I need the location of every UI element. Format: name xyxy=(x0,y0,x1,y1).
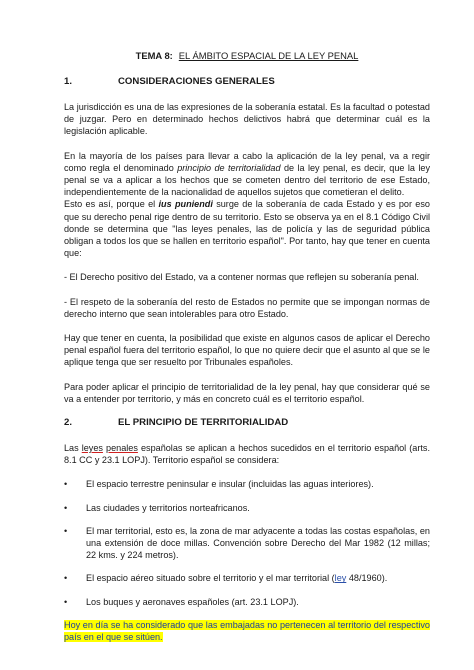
list-item-text: 48/1960). xyxy=(346,573,388,584)
list-item xyxy=(64,596,430,608)
paragraph-jurisdiccion: La jurisdicción es una de las expresiones de la soberanía estatal. Es la facultad o potestad de juzgar. Pero en determinado hechos delictivos habrá que determinar cuál es la legislación aplicable. xyxy=(64,102,430,137)
paragraph-fuera-territorio: Hay que tener en cuenta, la posibilidad que existe en algunos casos de aplicar el Derecho penal español fuera del territorio español, lo que no quiere decir que el asunto al que se le aplique tenga que ser resuelto por Tribunales españoles. xyxy=(64,333,430,368)
bullet-icon: • xyxy=(64,573,68,584)
text-span: En la mayoría de los países para llevar a cabo la aplicación de la ley penal, va a regir como regla el denominado xyxy=(64,150,430,173)
title-tema: TEMA 8: xyxy=(135,50,173,61)
document-title xyxy=(64,50,430,62)
section-1-number: 1. xyxy=(64,76,73,87)
list-item xyxy=(64,502,430,514)
bullet-icon: • xyxy=(64,479,68,490)
section-1-heading xyxy=(64,76,430,88)
highlighted-embajadas-note xyxy=(64,619,430,643)
list-item xyxy=(64,478,430,490)
paragraph-principio-aplicar: Para poder aplicar el principio de territorialidad de la ley penal, hay que considerar qué se va a entender por territorio, y más en concreto cuál es el territorio español. xyxy=(64,381,430,404)
paragraph-derecho-positivo: - El Derecho positivo del Estado, va a contener normas que reflejen su soberanía penal. xyxy=(64,272,419,283)
list-item-text: El mar territorial, esto es, la zona de mar adyacente a todas las costas españolas, en una extensión de doce millas. Convención sobre Derecho del Mar 1982 (12 millas; 22 kms. y 224 metros). xyxy=(86,525,430,561)
section-2-title: EL PRINCIPIO DE TERRITORIALIDAD xyxy=(118,417,289,429)
text-span: de la ley penal, es decir, que la ley penal se va a aplicar a los hechos que se cometen dentro del territorio de ese Estado, independientemente de la nacionalidad de aquellos sujetos que cometieran el delito. xyxy=(64,162,430,198)
section-2-number: 2. xyxy=(64,417,73,429)
underlined-penales: penales xyxy=(106,443,138,454)
list-item-text: El espacio aéreo situado sobre el territorio y el mar territorial ( xyxy=(86,573,335,584)
paragraph-ius-puniendi xyxy=(64,198,430,259)
text-span: Esto es así, porque el xyxy=(64,199,159,210)
list-item xyxy=(64,525,430,562)
emphasis-ius-puniendi: ius puniendi xyxy=(158,199,213,210)
paragraph-leyes-penales xyxy=(64,442,430,466)
bullet-icon: • xyxy=(64,502,68,513)
text-span: españolas se aplican a hechos sucedidos en el territorio español (arts. 8.1 CC y 23.1 LOPJ). Territorio español se considera: xyxy=(64,443,430,466)
ley-link[interactable]: ley xyxy=(334,573,347,584)
section-1-title: CONSIDERACIONES GENERALES xyxy=(118,76,275,87)
list-item-text: Las ciudades y territorios norteafricanos. xyxy=(86,502,250,513)
territorio-list xyxy=(64,478,430,607)
list-item xyxy=(64,572,430,584)
paragraph-respeto-soberania: - El respeto de la soberanía del resto de Estados no permite que se impongan normas de derecho interno que sean intolerables para otro Estado. xyxy=(64,296,430,319)
bullet-icon: • xyxy=(64,596,68,607)
highlight-text: Hoy en día se ha considerado que las embajadas no pertenecen al territorio del respectivo país en el que se sitúen. xyxy=(64,619,430,643)
list-item-text: Los buques y aeronaves españoles (art. 23.1 LOPJ). xyxy=(86,596,299,607)
text-span: surge de la soberanía de cada Estado y es por eso que su derecho penal rige dentro de su territorio. Esto se observa ya en el 8.1 Código Civil donde se determina que "las leyes penales, las de policía y las de seguridad pública obligan a todos los que se hallen en territorio español". Por tanto, hay que tener en cuenta que: xyxy=(64,199,430,259)
title-subtitle: EL ÁMBITO ESPACIAL DE LA LEY PENAL xyxy=(178,50,359,61)
bullet-icon: • xyxy=(64,525,68,536)
list-item-text: El espacio terrestre peninsular e insular (incluidas las aguas interiores). xyxy=(86,479,374,490)
underlined-leyes: leyes xyxy=(81,443,103,454)
paragraph-territorialidad xyxy=(64,150,430,199)
section-2-heading xyxy=(64,417,430,429)
emphasis-principio: principio de territorialidad xyxy=(177,162,281,173)
text-span: Las xyxy=(64,443,82,454)
